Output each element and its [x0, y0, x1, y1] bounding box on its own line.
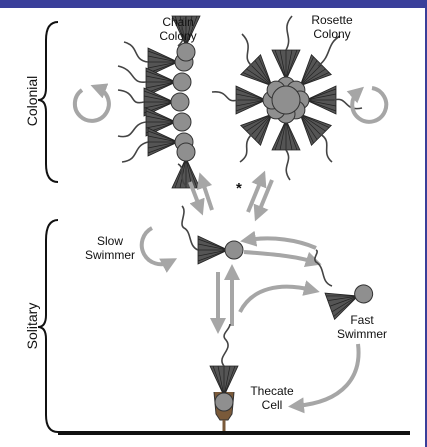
thecate-cell [210, 324, 238, 432]
slow-swimmer-cell [182, 206, 243, 264]
fast-swimmer-label: Fast Swimmer [337, 313, 387, 341]
asterisk-marker: * [236, 180, 242, 197]
chain-self-cycle-arrow [75, 88, 109, 121]
slow-swimmer-self-cycle-arrow [142, 228, 170, 264]
solitary-brace [38, 220, 58, 432]
fast-swimmer-cell [315, 250, 377, 319]
thecate-to-fast-arrow [240, 287, 312, 312]
rosette-colony-label: Rosette Colony [311, 13, 353, 41]
rosette-self-cycle-arrow [352, 88, 386, 122]
solitary-label: Solitary [24, 302, 40, 350]
slow-swimmer-label: Slow Swimmer [85, 234, 135, 262]
fast-to-thecate-arrow [296, 344, 359, 406]
chain-colony-label: Chain Colony [159, 15, 197, 43]
colonial-brace [38, 22, 58, 182]
slow-to-fast-arrow [244, 252, 314, 262]
thecate-cell-label: Thecate Cell [250, 384, 294, 412]
fast-to-slow-arrow [248, 238, 316, 248]
colony-solitary-arrows [190, 178, 272, 214]
colonial-label: Colonial [24, 75, 40, 127]
